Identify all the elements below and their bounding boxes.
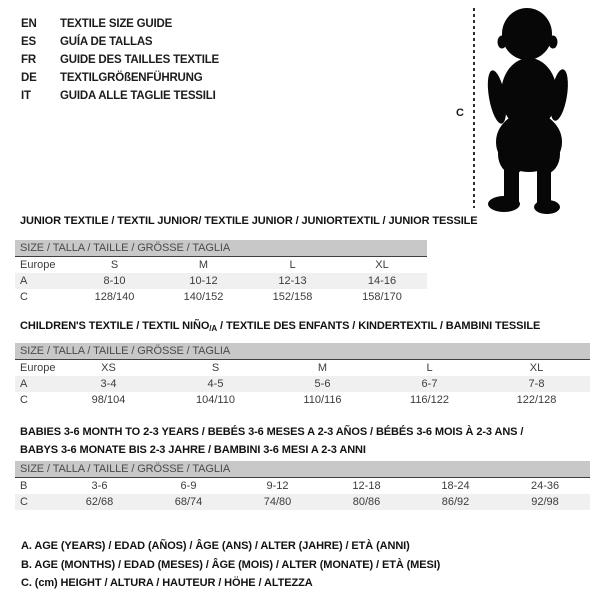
row-label-cell: C <box>20 394 28 406</box>
size-cell: 10-12 <box>189 275 218 287</box>
lang-title: TEXTILGRÖßENFÜHRUNG <box>60 72 203 84</box>
lang-code: IT <box>21 90 31 102</box>
size-header-cell: SIZE / TALLA / TAILLE / GRÖSSE / TAGLIA <box>15 240 427 257</box>
size-cell: M <box>317 362 328 374</box>
children-title-sub: /A <box>209 324 218 333</box>
junior-size-table <box>15 240 427 305</box>
language-title-list <box>21 15 219 105</box>
note-age-months: B. AGE (MONTHS) / EDAD (MESES) / ÂGE (MOIS) / ALTER (MONATE) / ETÀ (MESI) <box>21 558 441 571</box>
size-cell: 3-6 <box>91 480 108 492</box>
size-cell: 12-18 <box>352 480 381 492</box>
size-cell: 128/140 <box>94 291 135 303</box>
lang-code: DE <box>21 72 37 84</box>
size-cell: 122/128 <box>516 394 557 406</box>
lang-title: GUIDA ALLE TAGLIE TESSILI <box>60 90 216 102</box>
size-cell: 12-13 <box>278 275 307 287</box>
size-cell: L <box>289 259 296 271</box>
size-cell: 7-8 <box>528 378 545 390</box>
row-label-cell: C <box>20 291 28 303</box>
size-cell: 152/158 <box>272 291 313 303</box>
row-label-cell: A <box>20 378 28 390</box>
size-cell: S <box>110 259 119 271</box>
lang-code: EN <box>21 18 37 30</box>
children-size-table <box>15 343 590 408</box>
babies-title-line2: BABYS 3-6 MONATE BIS 2-3 JAHRE / BAMBINI 3-6 MESI A 2-3 ANNI <box>20 444 366 456</box>
table-row-europe <box>15 257 427 274</box>
lang-row-de <box>21 69 219 87</box>
size-header-cell: SIZE / TALLA / TAILLE / GRÖSSE / TAGLIA <box>15 461 590 478</box>
size-cell: M <box>198 259 209 271</box>
toddler-silhouette-image <box>487 6 571 214</box>
children-title-pre: CHILDREN'S TEXTILE / TEXTIL NIÑO <box>20 320 210 332</box>
lang-title: GUIDE DES TAILLES TEXTILE <box>60 54 219 66</box>
table-header-row <box>15 461 590 478</box>
legend-notes <box>21 537 440 593</box>
size-cell: 14-16 <box>367 275 397 287</box>
size-cell: XS <box>101 362 116 374</box>
size-cell: 92/98 <box>531 496 559 508</box>
table-row-age-months <box>15 478 590 495</box>
babies-size-table <box>15 461 590 510</box>
lang-row-en <box>21 15 219 33</box>
size-cell: 6-9 <box>180 480 197 492</box>
size-header-cell: SIZE / TALLA / TAILLE / GRÖSSE / TAGLIA <box>15 343 590 360</box>
babies-title-line1: BABIES 3-6 MONTH TO 2-3 YEARS / BEBÉS 3-6 MESES A 2-3 AÑOS / BÉBÉS 3-6 MOIS À 2-3 ANS / <box>20 426 524 438</box>
size-cell: 62/68 <box>85 496 114 508</box>
children-table-title <box>20 317 540 338</box>
note-age-years: A. AGE (YEARS) / EDAD (AÑOS) / ÂGE (ANS) / ALTER (JAHRE) / ETÀ (ANNI) <box>21 540 410 552</box>
size-cell: 6-7 <box>421 378 438 390</box>
height-measure-label: C <box>456 107 464 119</box>
lang-row-es <box>21 33 219 51</box>
table-row-height <box>15 289 427 305</box>
size-cell: XL <box>375 259 389 271</box>
size-cell: 24-36 <box>530 480 560 492</box>
size-cell: 68/74 <box>174 496 203 508</box>
row-label-cell: B <box>20 480 28 492</box>
row-label-cell: A <box>20 275 28 287</box>
table-header-row <box>15 240 427 257</box>
lang-code: FR <box>21 54 36 66</box>
size-cell: 3-4 <box>100 378 117 390</box>
table-row-height <box>15 494 590 510</box>
row-label-cell: C <box>20 496 28 508</box>
size-cell: 158/170 <box>362 291 402 303</box>
babies-table-title <box>20 423 523 459</box>
table-header-row <box>15 343 590 360</box>
junior-table-title: JUNIOR TEXTILE / TEXTIL JUNIOR/ TEXTILE JUNIOR / JUNIORTEXTIL / JUNIOR TESSILE <box>20 215 478 227</box>
row-label-cell: Europe <box>20 259 56 271</box>
height-measure-dashed-line <box>473 8 475 208</box>
note-height-cm: C. (cm) HEIGHT / ALTURA / HAUTEUR / HÖHE / ALTEZZA <box>21 577 313 589</box>
size-cell: 104/110 <box>196 394 235 406</box>
table-row-height <box>15 392 590 408</box>
size-cell: 116/122 <box>410 394 449 406</box>
size-cell: L <box>426 362 433 374</box>
size-cell: 140/152 <box>183 291 224 303</box>
lang-row-it <box>21 87 219 105</box>
lang-row-fr <box>21 51 219 69</box>
size-cell: 4-5 <box>207 378 224 390</box>
size-cell: 8-10 <box>103 275 126 287</box>
table-row-age <box>15 273 427 289</box>
children-title-post: / TEXTILE DES ENFANTS / KINDERTEXTIL / BAMBINI TESSILE <box>217 320 541 332</box>
table-row-age <box>15 376 590 392</box>
size-cell: S <box>211 362 220 374</box>
size-cell: 86/92 <box>441 496 470 508</box>
size-cell: 18-24 <box>441 480 470 492</box>
size-cell: XL <box>529 362 544 374</box>
row-label-cell: Europe <box>20 362 56 374</box>
size-cell: 98/104 <box>91 394 126 406</box>
size-cell: 74/80 <box>263 496 292 508</box>
size-cell: 110/116 <box>303 394 342 406</box>
lang-code: ES <box>21 36 36 48</box>
size-cell: 5-6 <box>314 378 331 390</box>
size-cell: 80/86 <box>352 496 381 508</box>
table-row-europe <box>15 360 590 377</box>
lang-title: TEXTILE SIZE GUIDE <box>60 18 173 30</box>
lang-title: GUÍA DE TALLAS <box>60 36 153 48</box>
size-cell: 9-12 <box>266 480 289 492</box>
